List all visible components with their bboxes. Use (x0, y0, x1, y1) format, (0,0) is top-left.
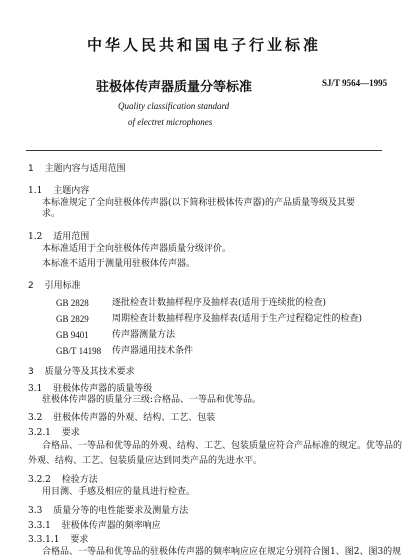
section-number: 3.3 (28, 506, 43, 516)
reference-title: 传声器测量方法 (112, 330, 176, 340)
section-1-1-body: 本标准规定了全向驻极体传声器(以下简称驻极体传声器)的产品质量等级及其要求。 (42, 198, 356, 219)
section-3-2-heading (28, 410, 215, 423)
title-divider (26, 150, 382, 151)
section-number: 3.3.1.1 (28, 535, 60, 545)
section-3-2-2-heading (28, 472, 98, 485)
section-3-1-heading (28, 381, 152, 394)
section-title: 要求 (61, 428, 80, 438)
reference-code: GB 2829 (56, 314, 89, 324)
section-3-1-body: 驻极体传声器的质量分三级:合格品、一等品和优等品。 (42, 395, 262, 405)
section-3-2-1-heading (28, 425, 80, 438)
section-3-3-1-1-heading (28, 532, 88, 545)
section-title: 驻极体传声器的频率响应 (61, 521, 161, 531)
section-2-heading (28, 278, 81, 291)
section-1-heading (28, 161, 126, 174)
section-title: 要求 (70, 535, 89, 545)
section-title: 引用标准 (44, 281, 81, 291)
section-title: 驻极体传声器的质量等级 (53, 384, 153, 394)
section-1-2-line2: 本标准不适用于测量用驻极体传声器。 (42, 259, 196, 269)
reference-title: 逐批检查计数抽样程序及抽样表(适用于连续批的检查) (112, 298, 327, 308)
org-header: 中华人民共和国电子行业标准 (86, 36, 321, 54)
reference-code: GB 9401 (56, 330, 89, 340)
section-3-2-1-line1: 合格品、一等品和优等品的外观、结构、工艺、包装质量应符合产品标准的规定。优等品的 (42, 441, 403, 451)
english-title-line2: of electret microphones (128, 117, 213, 127)
reference-code: GB/T 14198 (56, 346, 102, 356)
section-3-3-heading (28, 503, 188, 516)
reference-code: GB 2828 (56, 298, 89, 308)
section-3-3-1-heading (28, 518, 161, 531)
section-title: 质量分等及其技术要求 (44, 367, 135, 377)
section-number: 1.2 (28, 232, 43, 242)
section-number: 3.2.1 (28, 428, 51, 438)
section-number: 3 (28, 367, 34, 377)
section-number: 3.2 (28, 413, 43, 423)
section-title: 主题内容与适用范围 (44, 164, 126, 174)
section-number: 1 (28, 164, 34, 174)
section-1-1-heading (28, 183, 89, 196)
english-title-line1: Quality classification standard (118, 101, 230, 111)
standard-number: SJ/T 9564—1995 (322, 78, 388, 88)
section-title: 检验方法 (61, 475, 98, 485)
section-3-heading (28, 364, 135, 377)
section-3-2-2-body: 用目测、手感及相应的量具进行检查。 (42, 487, 196, 497)
section-3-3-1-1-body: 合格品、一等品和优等品的驻极体传声器的频率响应应在规定分别符合图1、图2、图3的规 (42, 547, 402, 557)
reference-title: 传声器通用技术条件 (112, 346, 194, 356)
section-number: 1.1 (28, 186, 43, 196)
section-title: 驻极体传声器的外观、结构、工艺、包装 (53, 413, 216, 423)
section-number: 3.3.1 (28, 521, 51, 531)
section-number: 3.1 (28, 384, 43, 394)
section-number: 3.2.2 (28, 475, 51, 485)
section-title: 适用范围 (53, 232, 90, 242)
section-title: 质量分等的电性能要求及测量方法 (53, 506, 189, 516)
section-title: 主题内容 (53, 186, 90, 196)
section-number: 2 (28, 281, 34, 291)
reference-title: 周期检查计数抽样程序及抽样表(适用于生产过程稳定性的检查) (112, 314, 363, 324)
section-1-2-line1: 本标准适用于全向驻极体传声器质量分级评价。 (42, 244, 232, 254)
standard-title: 驻极体传声器质量分等标准 (96, 80, 253, 95)
section-1-2-heading (28, 229, 89, 242)
section-3-2-1-line2: 外观、结构、工艺、包装质量应达到同类产品的先进水平。 (28, 456, 263, 466)
